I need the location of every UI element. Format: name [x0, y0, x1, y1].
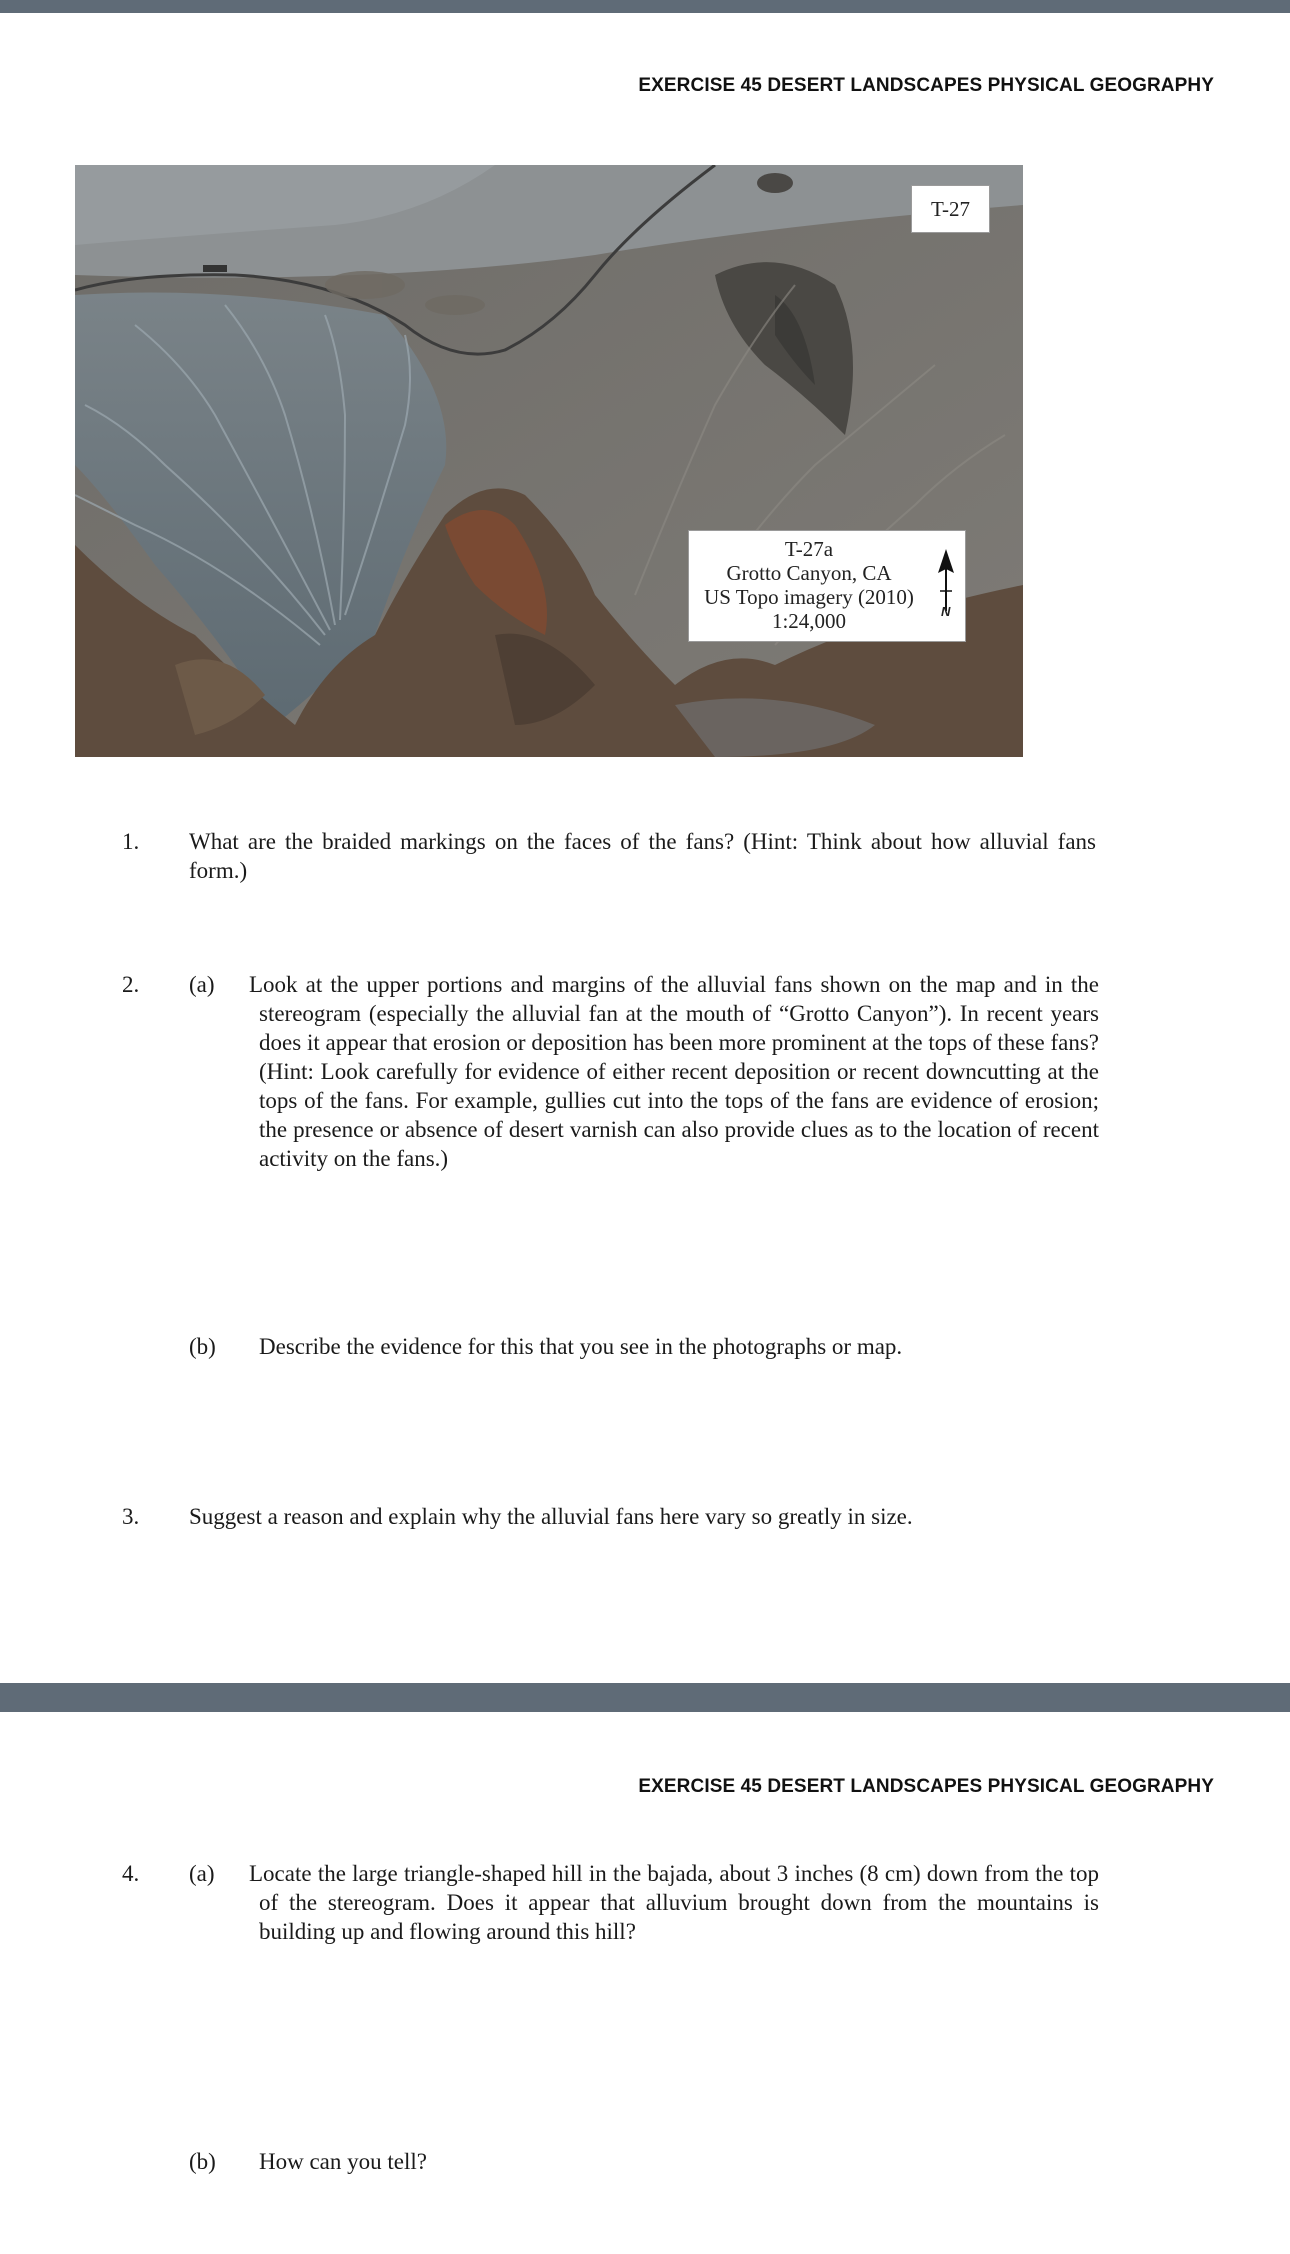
page-header-2: EXERCISE 45 DESERT LANDSCAPES PHYSICAL GEOGRAPHY: [638, 1776, 1214, 1797]
top-divider-bar: [0, 0, 1290, 13]
question-number: 3.: [122, 1504, 140, 1529]
page-header: EXERCISE 45 DESERT LANDSCAPES PHYSICAL GEOGRAPHY: [638, 75, 1214, 96]
caption-line-source: US Topo imagery (2010): [704, 585, 914, 609]
question-letter: (a): [189, 972, 215, 997]
question-letter: (b): [189, 1334, 216, 1359]
aerial-imagery: [75, 165, 1023, 757]
figure-corner-label: T-27: [911, 185, 990, 233]
question-letter: (b): [189, 2149, 216, 2174]
question-letter: (a): [189, 1861, 215, 1886]
caption-line-id: T-27a: [784, 537, 834, 561]
question-text: Look at the upper portions and margins of the alluvial fans shown on the map and in the stereogram (especially the alluvial fan at the mouth of “Grotto Canyon”). In recent years does it appear that erosion or deposition has been more prominent at the tops of these fans? (Hint: Look carefully for evidence of either recent deposition or recent downcutting at the tops of the fans. For example, gullies cut into the tops of the fans are evidence of erosion; the presence or absence of desert varnish can also provide clues as to the location of recent activity on the fans.): [249, 972, 1099, 1171]
question-text: Describe the evidence for this that you see in the photographs or map.: [259, 1334, 903, 1359]
question-number: 2.: [122, 972, 140, 997]
figure-caption-box: [688, 530, 966, 642]
aerial-photo-grotto-canyon: [75, 165, 1023, 757]
north-label: N: [941, 604, 951, 619]
question-text: Locate the large triangle-shaped hill in the bajada, about 3 inches (8 cm) down from the top of the stereogram. Does it appear that alluvium brought down from the mountains is building up and flowing around this hill?: [249, 1861, 1099, 1944]
caption-line-scale: 1:24,000: [771, 609, 847, 633]
caption-line-location: Grotto Canyon, CA: [726, 561, 892, 585]
question-number: 4.: [122, 1861, 140, 1886]
question-text: How can you tell?: [259, 2149, 427, 2174]
page-divider-bar: [0, 1683, 1290, 1712]
question-text: What are the braided markings on the faces of the fans? (Hint: Think about how alluvial fans form.): [189, 829, 1096, 883]
question-text: Suggest a reason and explain why the alluvial fans here vary so greatly in size.: [189, 1504, 913, 1529]
question-number: 1.: [122, 829, 140, 854]
